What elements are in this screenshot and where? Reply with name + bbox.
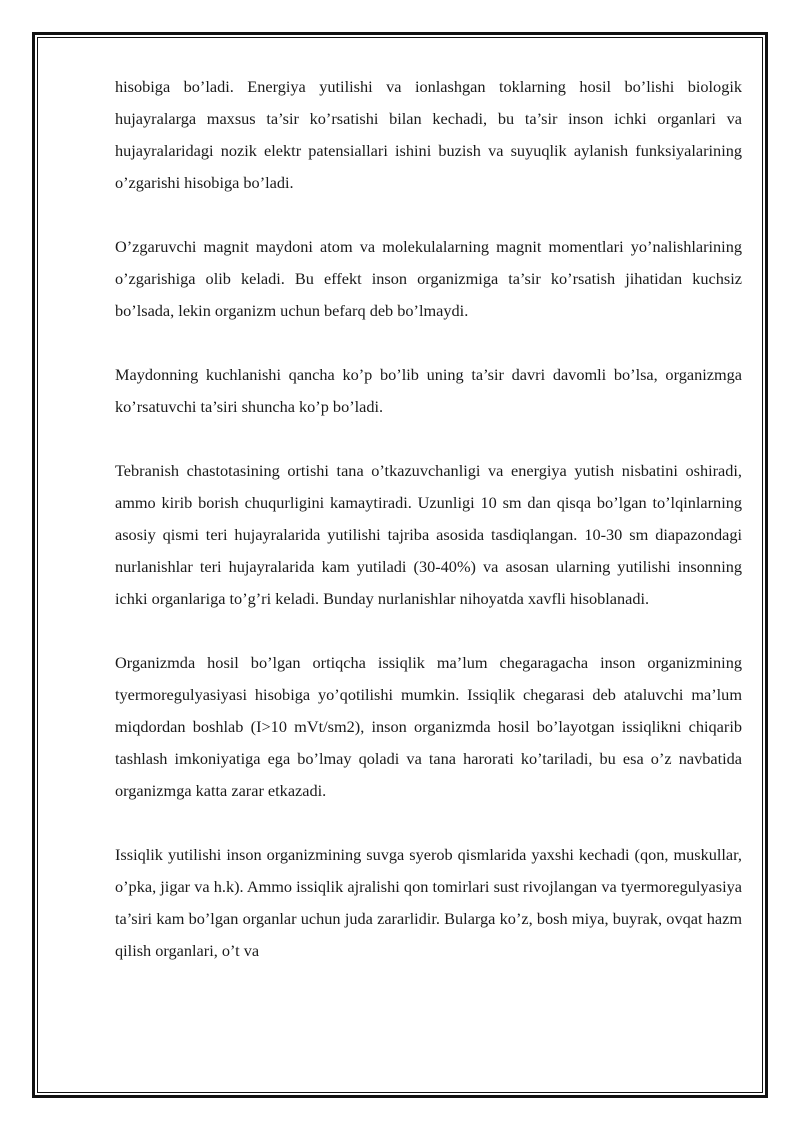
paragraph-5: Organizmda hosil bo’lgan ortiqcha issiqlik ma’lum chegaragacha inson organizmining tyermoregulyasiyasi hisobiga yo’qotilishi mumkin. Issiqlik chegarasi deb ataluvchi ma’lum miqdordan boshlab (I>10 mVt/sm2), inson organizmda hosil bo’layotgan issiqlikni chiqarib tashlash imkoniyatiga ega bo’lmay qoladi va tana harorati ko’tariladi, bu esa o’z navbatida organizmga katta zarar etkazadi. xyxy=(115,653,742,800)
paragraph-6: Issiqlik yutilishi inson organizmining suvga syerob qismlarida yaxshi kechadi (qon, muskullar, o’pka, jigar va h.k). Ammo issiqlik ajralishi qon tomirlari sust rivojlangan va tyermoregulyasiya ta’siri kam bo’lgan organlar uchun juda zararlidir. Bularga ko’z, bosh miya, buyrak, ovqat hazm qilish organlari, o’t va xyxy=(115,845,742,960)
paragraph-4: Tebranish chastotasining ortishi tana o’tkazuvchanligi va energiya yutish nisbatini oshiradi, ammo kirib borish chuqurligini kamaytiradi. Uzunligi 10 sm dan qisqa bo’lgan to’lqinlarning asosiy qismi teri hujayralarida yutilishi tajriba asosida tasdiqlangan. 10-30 sm diapazondagi nurlanishlar teri hujayralarida kam yutiladi (30-40%) va asosan ularning yutilishi insonning ichki organlariga to’g’ri keladi. Bunday nurlanishlar nihoyatda xavfli hisoblanadi. xyxy=(115,461,742,608)
paragraph-1: hisobiga bo’ladi. Energiya yutilishi va ionlashgan toklarning hosil bo’lishi biologik hujayralarga maxsus ta’sir ko’rsatishi bilan kechadi, bu ta’sir inson ichki organlari va hujayralaridagi nozik elektr patensiallari ishini buzish va suyuqlik aylanish funksiyalarining o’zgarishi hisobiga bo’ladi. xyxy=(115,77,742,192)
paragraph-3: Maydonning kuchlanishi qancha ko’p bo’lib uning ta’sir davri davomli bo’lsa, organizmga ko’rsatuvchi ta’siri shuncha ko’p bo’ladi. xyxy=(115,365,742,416)
document-body xyxy=(115,71,742,967)
paragraph-2: O’zgaruvchi magnit maydoni atom va molekulalarning magnit momentlari yo’nalishlarining o’zgarishiga olib keladi. Bu effekt inson organizmiga ta’sir ko’rsatish jihatidan kuchsiz bo’lsada, lekin organizm uchun befarq deb bo’lmaydi. xyxy=(115,237,742,320)
